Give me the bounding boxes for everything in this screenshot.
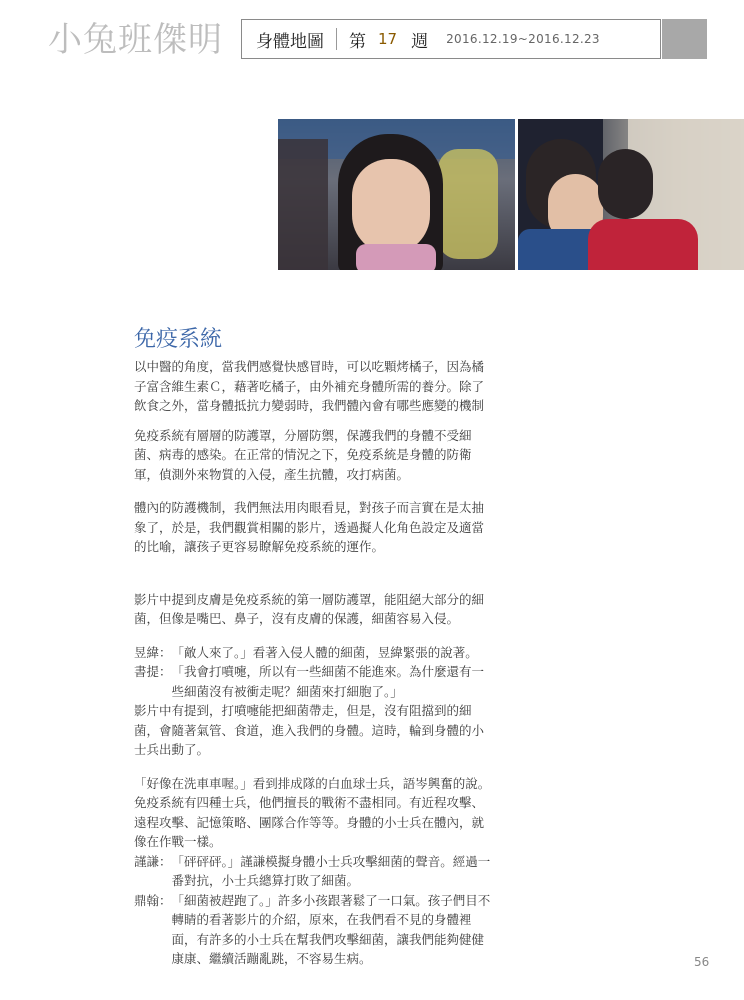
dialogue-line xyxy=(134,643,494,663)
dialogue-line xyxy=(134,891,494,969)
paragraph: 影片中有提到，打噴嚏能把細菌帶走，但是，沒有阻擋到的細菌，會隨著氣管、食道，進入我們的身體。這時，輪到身體的小士兵出動了。 xyxy=(134,703,485,757)
paragraph: 影片中提到皮膚是免疫系統的第一層防護罩，能阻絕大部分的細菌，但像是嘴巴、鼻子，沒有皮膚的保護，細菌容易入侵。 xyxy=(134,591,485,626)
page-number: 56 xyxy=(694,955,710,969)
dialogue-line xyxy=(134,662,494,701)
header-divider xyxy=(336,28,337,50)
dialogue-text: 「我會打噴嚏，所以有一些細菌不能進來。為什麼還有一些細菌沒有被衝走呢？細菌來打細胞了。」 xyxy=(171,664,485,699)
photo-children-watching xyxy=(518,119,744,270)
dialogue-text: 「砰砰砰。」謹謙模擬身體小士兵攻擊細菌的聲音。經過一番對抗，小士兵總算打敗了細菌。 xyxy=(171,853,491,888)
class-name: 小兔班傑明 xyxy=(48,20,223,60)
speaker-name: 昱緯： xyxy=(134,644,172,660)
dialogue-text: 「敵人來了。」看著入侵人體的細菌，昱緯緊張的說著。 xyxy=(171,644,478,660)
speaker-name: 鼎翰： xyxy=(134,892,172,908)
topic-title: 身體地圖 xyxy=(256,31,324,52)
speaker-name: 謹謙： xyxy=(134,853,172,869)
date-range: 2016.12.19~2016.12.23 xyxy=(446,32,600,46)
section-title: 免疫系統 xyxy=(134,327,223,352)
photo-girl-watching xyxy=(278,119,515,270)
paragraph: 體內的防護機制，我們無法用肉眼看見，對孩子而言實在是太抽象了，於是，我們觀賞相關的影片，透過擬人化角色設定及適當的比喻，讓孩子更容易瞭解免疫系統的運作。 xyxy=(134,500,485,554)
header-accent-block xyxy=(662,19,707,59)
dialogue-line xyxy=(134,852,494,891)
paragraph: 免疫系統有層層的防護罩，分層防禦，保護我們的身體不受細菌、病毒的感染。在正常的情況之下，免疫系統是身體的防衛軍，偵測外來物質的入侵，產生抗體，攻打病菌。 xyxy=(134,427,472,482)
dialogue-text: 「細菌被趕跑了。」許多小孩跟著鬆了一口氣。孩子們目不轉睛的看著影片的介紹，原來，在我們看不見的身體裡面，有許多的小士兵在幫我們攻擊細菌，讓我們能夠健健康康、繼續活蹦亂跳，不容易生病。 xyxy=(171,892,491,966)
paragraph: 「好像在洗車車喔。」看到排成隊的白血球士兵，語岑興奮的說。免疫系統有四種士兵，他們擅長的戰術不盡相同。有近程攻擊、遠程攻擊、記憶策略、團隊合作等等。身體的小士兵在體內，就像在作戰一樣。 xyxy=(134,775,491,849)
paragraph: 以中醫的角度，當我們感覺快感冒時，可以吃顆烤橘子，因為橘子富含維生素Ｃ，藉著吃橘子，由外補充身體所需的養分。除了飲食之外，當身體抵抗力變弱時，我們體內會有哪些應變的機制 xyxy=(134,359,485,413)
header-box xyxy=(241,19,661,59)
week-prefix: 第 xyxy=(349,31,366,52)
week-suffix: 週 xyxy=(411,31,429,52)
article-body xyxy=(134,357,494,969)
week-number: 17 xyxy=(378,30,398,48)
speaker-name: 書提： xyxy=(134,664,172,679)
